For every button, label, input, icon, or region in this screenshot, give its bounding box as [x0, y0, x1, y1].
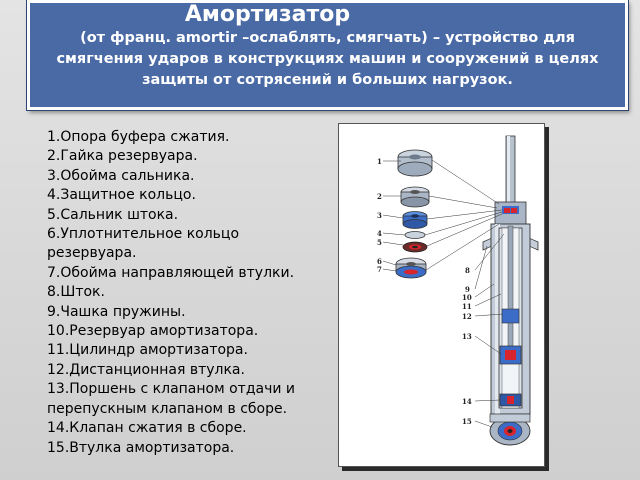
- assembled-absorber: [483, 136, 538, 445]
- part-number: 1: [377, 157, 382, 166]
- part-number: 6: [377, 257, 382, 266]
- list-item: 1.Опора буфера сжатия.: [47, 129, 230, 145]
- list-item: 12.Дистанционная втулка.: [47, 361, 245, 378]
- list-item: 13.Поршень с клапаном отдачи и: [47, 381, 296, 398]
- list-item: 10.Резервуар амортизатора.: [47, 323, 259, 340]
- part-number: 3: [377, 211, 382, 220]
- list-item: 9.Чашка пружины.: [47, 303, 186, 320]
- part-number: 10: [462, 293, 472, 302]
- part-number: 2: [377, 192, 382, 201]
- part-number: 7: [377, 265, 382, 274]
- list-item: 2.Гайка резервуара.: [47, 148, 198, 165]
- list-item: перепускным клапаном в сборе.: [47, 400, 288, 417]
- list-item: 4.Защитное кольцо.: [47, 187, 196, 204]
- part-number: 11: [462, 302, 472, 311]
- part-number: 13: [462, 332, 472, 341]
- list-item: 14.Клапан сжатия в сборе.: [47, 420, 247, 437]
- list-item: 8.Шток.: [47, 284, 105, 301]
- part-number: 14: [462, 397, 472, 406]
- title-banner: [27, 0, 628, 110]
- part-number: 4: [377, 229, 382, 238]
- list-item: 5.Сальник штока.: [47, 206, 179, 223]
- part-number: 15: [462, 417, 472, 426]
- part-number: 9: [465, 285, 470, 294]
- page-title: Амортизатор: [184, 2, 351, 27]
- part-number: 5: [377, 238, 382, 247]
- exploded-parts: [396, 150, 432, 278]
- list-item: 3.Обойма сальника.: [47, 167, 195, 184]
- shock-absorber-diagram: [338, 123, 545, 467]
- parts-list: [47, 128, 347, 458]
- list-item: 7.Обойма направляющей втулки.: [47, 264, 295, 281]
- list-item: 6.Уплотнительное кольцо: [47, 226, 240, 243]
- list-item: 11.Цилиндр амортизатора.: [47, 342, 248, 359]
- part-number: 8: [465, 266, 470, 275]
- part-number: 12: [462, 312, 472, 321]
- list-item: резервуара.: [47, 245, 137, 262]
- list-item: 15.Втулка амортизатора.: [47, 439, 235, 456]
- page-subtitle: (от франц. amortir –ослаблять, смягчать) – устройство для смягчения ударов в конструкциях машин и сооружений в целях защиты от сотрясений и больших нагрузок.: [56, 30, 599, 88]
- shock-absorber-illustration: [339, 124, 544, 466]
